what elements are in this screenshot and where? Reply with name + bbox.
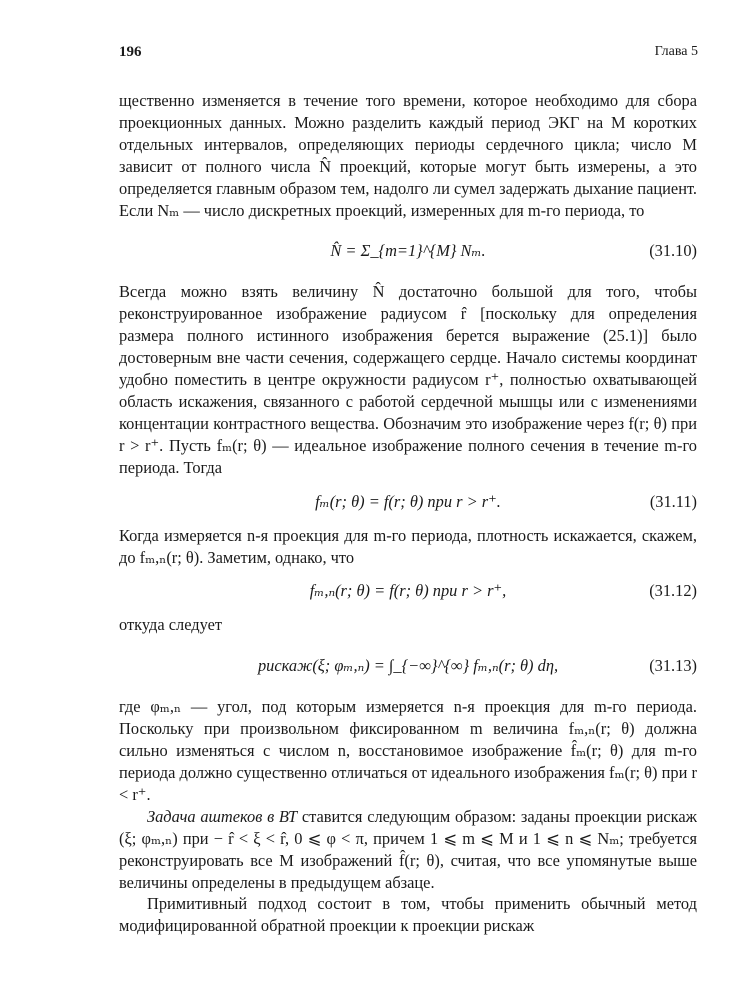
equation-body: fₘ(r; θ) = f(r; θ) при r > r⁺. [315, 491, 501, 511]
equation-number: (31.12) [649, 581, 697, 601]
equation-31-13 [119, 636, 697, 696]
equation-31-10 [119, 221, 697, 281]
equation-number: (31.11) [649, 491, 697, 511]
equation-body: fₘ,ₙ(r; θ) = f(r; θ) при r > r⁺, [309, 581, 507, 601]
equation-number: (31.13) [649, 656, 697, 676]
paragraph: откуда следует [119, 615, 223, 635]
equation-body: N̂ = Σ_{m=1}^{M} Nₘ. [330, 241, 486, 261]
equation-31-12 [119, 568, 697, 614]
paragraph: Когда измеряется n-я проекция для m-го периода, плотность искажается, скажем, до fₘ,ₙ(r; θ). Заметим, однако, что [119, 525, 697, 567]
emphasis-term: Задача аштеков в ВТ [147, 806, 298, 826]
chapter-label: Глава 5 [654, 44, 698, 59]
page-number: 196 [119, 44, 142, 60]
text-body [119, 90, 697, 937]
paragraph: щественно изменяется в течение того времени, которое необходимо для сбора проекционных данных. Можно разделить каждый период ЭКГ на M коротких отдельных интервалов, определяющих периоды сердечного цикла; число M зависит от полного числа N̂ проекций, которые могут быть измерены, а это определяется главным образом тем, надолго ли сумел задержать дыхание пациент. Если Nₘ — число дискретных проекций, измеренных для m-го периода, то [119, 91, 697, 220]
paragraph: Примитивный подход состоит в том, чтобы применить обычный метод модифицированной обратной проекции к проекции pискаж [119, 894, 697, 936]
equation-31-11 [119, 479, 697, 525]
paragraph: Всегда можно взять величину N̂ достаточно большой для того, чтобы реконструированное изображение радиусом r̂ [поскольку для определения размера полного истинного изображения берется выражение (25.1)] было достоверным вне части сечения, содержащего сердце. Начало системы координат удобно поместить в центре окружности радиусом r⁺, полностью охватывающей область искажения, связанного с работой сердечной мышцы или с изменениями концентации контрастного вещества. Обозначим это изображение через f(r; θ) при r > r⁺. Пусть fₘ(r; θ) — идеальное изображение полного сечения в течение m-го периода. Тогда [119, 282, 697, 477]
paragraph-text: ставится следующим образом: заданы проекции pискаж (ξ; φₘ,ₙ) при − r̂ < ξ < r̂, 0 ⩽ φ < π, причем 1 ⩽ m ⩽ M и 1 ⩽ n ⩽ Nₘ; требуется реконструировать все M изображений f̂(r; θ), считая, что все упомянутые выше величины определены в предыдущем абзаце. [119, 806, 697, 892]
equation-number: (31.10) [649, 241, 697, 261]
paragraph [119, 806, 697, 894]
equation-body: pискаж(ξ; φₘ,ₙ) = ∫_{−∞}^{∞} fₘ,ₙ(r; θ) dη, [257, 656, 559, 676]
paragraph: где φₘ,ₙ — угол, под которым измеряется n-я проекция для m-го периода. Поскольку при произвольном фиксированном m величина fₘ,ₙ(r; θ) должна сильно изменяться с числом n, восстановимое изображение f̂ₘ(r; θ) для m-го периода должно существенно отличаться от идеального изображения fₘ(r; θ) при r < r⁺. [119, 697, 697, 804]
running-header [119, 44, 698, 61]
